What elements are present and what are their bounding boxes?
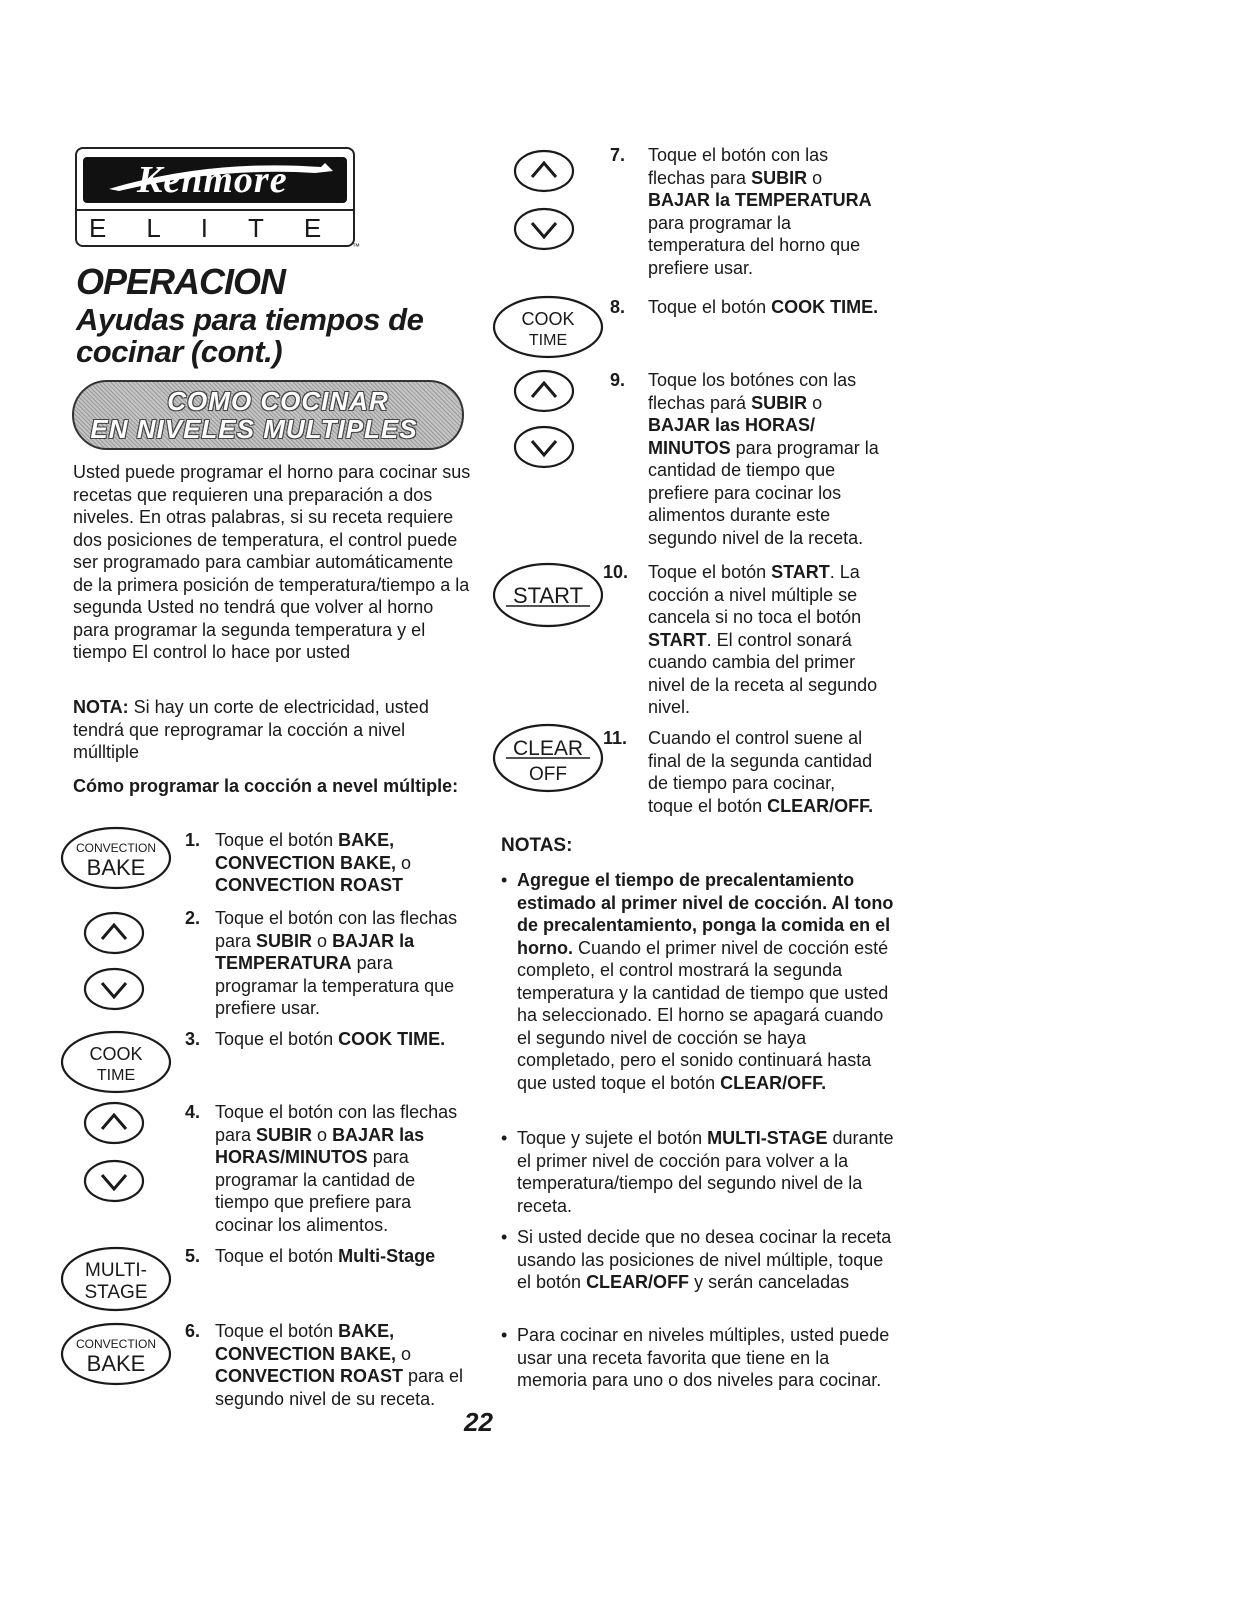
step-text: final de la segunda cantidad — [648, 750, 873, 771]
logo-elite: ELITE — [89, 213, 362, 243]
step-number: 9. — [610, 370, 626, 390]
step-text: o — [312, 930, 333, 951]
bullet: • — [501, 1227, 508, 1247]
section-title: OPERACION — [76, 261, 286, 302]
step-text: o — [807, 167, 823, 188]
multi-stage-button-icon — [60, 1246, 172, 1312]
step-text: . La — [829, 562, 860, 582]
step-number: 10. — [603, 562, 629, 582]
step-bold: CONVECTION ROAST — [215, 1366, 404, 1386]
step-bold: BAKE, — [338, 1321, 395, 1341]
step-text: para programar la — [648, 212, 792, 233]
step-text: alimentos durante este — [648, 505, 831, 525]
step-text: cocción a nivel múltiple se — [648, 584, 858, 605]
step-text: Toque el botón con las flechas — [215, 1102, 458, 1122]
step-text: de tiempo para cocinar, — [648, 773, 836, 793]
step-text: Toque el botón — [648, 297, 772, 317]
step-bold: CLEAR/OFF. — [767, 795, 874, 816]
step-text: para el — [403, 1366, 464, 1386]
bake-label: BAKE — [86, 855, 146, 880]
step-text: temperatura del horno que — [648, 235, 861, 255]
step-bold: CONVECTION BAKE, — [215, 1343, 397, 1364]
step-number: 11. — [603, 728, 628, 748]
step-text: . El control sonará — [706, 629, 852, 650]
clear-off-button-icon — [492, 722, 604, 794]
banner-line-2: EN NIVELES MULTIPLES — [90, 414, 418, 444]
step-number: 7. — [610, 145, 626, 165]
step-number: 8. — [610, 297, 626, 317]
note-bold: MULTI-STAGE — [707, 1128, 828, 1148]
step-number: 4. — [185, 1102, 201, 1122]
convection-bake-button-icon — [60, 826, 172, 890]
logo-divider — [75, 209, 353, 211]
step-text: prefiere usar. — [215, 998, 321, 1018]
time-label: TIME — [528, 332, 568, 349]
step-text: Toque el botón — [215, 1246, 339, 1266]
time-label: TIME — [96, 1067, 136, 1084]
nota-text: Si hay un corte de electricidad, usted tendrá que reprogramar la cocción a nivel múlltiple — [73, 697, 429, 762]
logo-brand: Kenmore — [137, 159, 288, 201]
down-arrow-icon — [512, 206, 576, 252]
step-text: programar la cantidad de — [215, 1169, 416, 1190]
down-arrow-icon — [512, 424, 576, 470]
step-bold: START — [648, 629, 707, 650]
step-text: o — [312, 1124, 333, 1145]
down-arrow-icon — [82, 966, 146, 1012]
step-bold: BAJAR la TEMPERATURA — [648, 190, 872, 210]
step-text: segundo nivel de su receta. — [215, 1388, 436, 1409]
step-text: cancela si no toca el botón — [648, 607, 862, 627]
off-label: OFF — [529, 764, 567, 785]
step-bold: HORAS/MINUTOS — [215, 1147, 368, 1167]
step-text: para — [215, 1124, 257, 1145]
step-bold: CONVECTION BAKE, — [215, 852, 397, 873]
step-bold: SUBIR — [256, 1124, 313, 1145]
step-bold: CONVECTION ROAST — [215, 875, 404, 895]
step-text: o — [396, 852, 412, 873]
step-text: programar la temperatura que — [215, 975, 455, 996]
step-text: Toque el botón — [215, 1029, 339, 1049]
note-bold: Agregue el tiempo de precalentamiento estimado al primer nivel de cocción. Al tono de precalentamiento, ponga la comida en el horno. — [517, 870, 894, 958]
step-text: para — [367, 1147, 409, 1167]
step-text: para — [215, 930, 257, 951]
nota-paragraph — [73, 696, 473, 764]
step-number: 2. — [185, 908, 201, 928]
step-bold: SUBIR — [751, 392, 808, 413]
banner-line-1: COMO COCINAR — [167, 386, 389, 416]
page-subtitle — [76, 304, 476, 368]
step-text: o — [396, 1343, 412, 1364]
step-bold: BAJAR la — [332, 930, 415, 951]
step-text: Toque el botón — [215, 830, 339, 850]
bullet: • — [501, 1325, 508, 1345]
multi-label: MULTI- — [85, 1260, 147, 1281]
up-arrow-icon — [512, 368, 576, 414]
step-bold: COOK TIME. — [771, 297, 879, 317]
step-bold: SUBIR — [256, 930, 313, 951]
step-bold: START — [771, 562, 830, 582]
step-bold: SUBIR — [751, 167, 808, 188]
note-text: Toque y sujete el botón — [517, 1128, 708, 1148]
cook-time-button-icon — [492, 295, 604, 359]
step-bold: MINUTOS — [648, 437, 731, 458]
step-number: 5. — [185, 1246, 201, 1266]
step-text: cantidad de tiempo que — [648, 460, 836, 480]
cook-time-button-icon — [60, 1030, 172, 1094]
note-text: Si usted decide que no desea cocinar la receta usando las posiciones de nivel múltiple, toque el botón — [517, 1227, 892, 1292]
note-bold: CLEAR/OFF. — [720, 1072, 827, 1093]
step-text: nivel de la receta al segundo — [648, 674, 878, 695]
step-text: cocinar los alimentos. — [215, 1214, 389, 1235]
up-arrow-icon — [82, 910, 146, 956]
step-text: Toque el botón con las — [648, 145, 829, 165]
step-bold: BAKE, — [338, 830, 395, 850]
step-text: nivel. — [648, 697, 691, 717]
section-banner — [72, 380, 464, 450]
step-number: 3. — [185, 1029, 201, 1049]
start-label: START — [512, 583, 584, 608]
up-arrow-icon — [82, 1100, 146, 1146]
step-text: toque el botón — [648, 795, 768, 816]
step-text: flechas pará — [648, 392, 752, 413]
convection-bake-button-icon — [60, 1322, 172, 1386]
logo-trademark: ™ — [352, 242, 360, 251]
cook-label: COOK — [89, 1044, 143, 1064]
nota-label: NOTA: — [73, 697, 129, 717]
step-number: 1. — [185, 830, 201, 850]
start-button-icon — [492, 562, 604, 628]
subtitle-line-2: cocinar (cont.) — [76, 334, 283, 369]
howto-heading: Cómo programar la cocción a nevel múltiple: — [73, 776, 459, 796]
step-bold: Multi-Stage — [338, 1246, 436, 1266]
step-number: 6. — [185, 1321, 201, 1341]
kenmore-elite-logo — [75, 147, 362, 253]
bullet: • — [501, 1128, 508, 1148]
bake-label: BAKE — [86, 1351, 146, 1376]
step-bold: TEMPERATURA — [215, 953, 352, 973]
step-text: para — [351, 953, 393, 973]
note-text: Para cocinar en niveles múltiples, usted puede usar una receta favorita que tiene en la memoria para uno o dos niveles para cocinar. — [517, 1325, 890, 1390]
page-number: 22 — [464, 1407, 493, 1437]
step-text: Toque el botón — [648, 562, 772, 582]
convection-label: CONVECTION — [75, 1337, 157, 1351]
notes-heading: NOTAS: — [501, 835, 573, 856]
step-text: prefiere usar. — [648, 257, 754, 278]
stage-label: STAGE — [84, 1282, 148, 1303]
convection-label: CONVECTION — [75, 841, 157, 855]
note-bold: CLEAR/OFF — [586, 1272, 690, 1292]
step-text: o — [807, 392, 823, 413]
note-text: y serán canceladas — [689, 1272, 850, 1292]
clear-label: CLEAR — [512, 737, 584, 760]
cook-label: COOK — [521, 309, 575, 329]
step-text: Toque los botónes con las — [648, 370, 857, 390]
step-text: Toque el botón con las flechas — [215, 908, 458, 928]
step-text: Toque el botón — [215, 1321, 339, 1341]
subtitle-line-1: Ayudas para tiempos de — [76, 302, 424, 337]
step-text: tiempo que prefiere para — [215, 1192, 412, 1212]
step-text: prefiere para cocinar los — [648, 482, 842, 503]
step-bold: COOK TIME. — [338, 1029, 446, 1049]
intro-paragraph: Usted puede programar el horno para cocinar sus recetas que requieren una preparación a dos niveles. En otras palabras, si su receta requiere dos posiciones de temperatura, el control puede ser programado para cambiar automáticamente de la primera posición de temperatura/tiempo a la segunda Usted no tendrá que volver al horno para programar la segunda temperatura y el tiempo El control lo hace por usted — [73, 462, 471, 662]
note-text: durante el primer nivel de cocción para volver a la temperatura/tiempo del segundo nivel de la receta. — [517, 1128, 894, 1216]
step-text: cuando cambia del primer — [648, 652, 856, 672]
bullet: • — [501, 870, 508, 890]
down-arrow-icon — [82, 1158, 146, 1204]
step-text: segundo nivel de la receta. — [648, 527, 864, 548]
note-text: Cuando el primer nivel de cocción esté completo, el control mostrará la segunda temperatura y la cantidad de tiempo que usted ha seleccionado. El horno se apagará cuando el segundo nivel de cocción se haya completado, pero el sonido continuará hasta que usted toque el botón — [517, 937, 889, 1093]
step-text: para programar la — [730, 437, 879, 458]
step-text: Cuando el control suene al — [648, 728, 863, 748]
step-bold: BAJAR las — [332, 1124, 425, 1145]
up-arrow-icon — [512, 148, 576, 194]
step-text: flechas para — [648, 167, 752, 188]
step-bold: BAJAR las HORAS/ — [648, 415, 816, 435]
